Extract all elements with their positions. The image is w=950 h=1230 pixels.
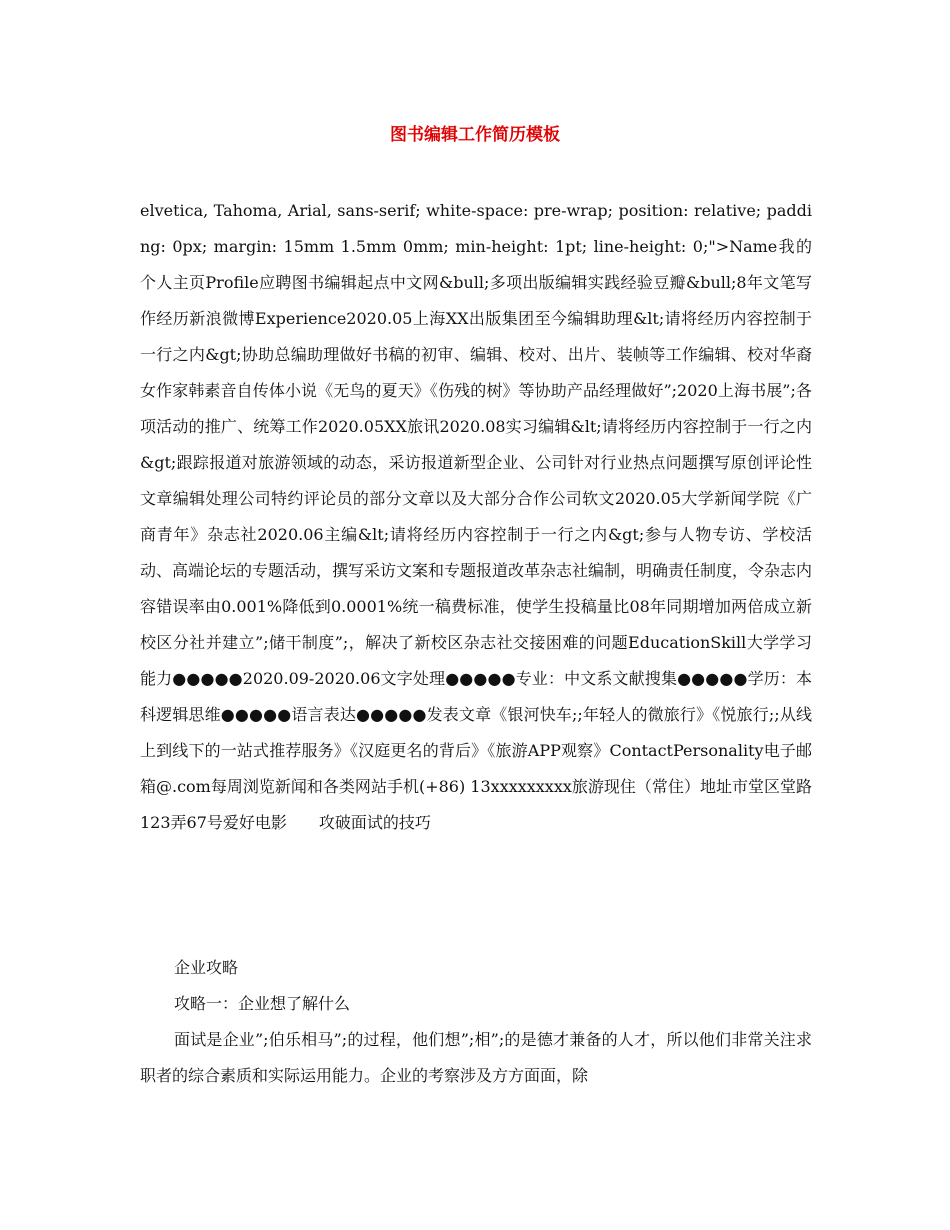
paragraph-strategy-one: 攻略一：企业想了解什么 <box>174 994 351 1013</box>
paragraph-interview-description: 面试是企业”;伯乐相马”;的过程，他们想”;相”;的是德才兼备的人才，所以他们非常关注求职者的综合素质和实际运用能力。企业的考察涉及方方面面，除 <box>140 1030 812 1085</box>
resume-body-text: elvetica, Tahoma, Arial, sans-serif; white-space: pre-wrap; position: relative; padding: 0px; margin: 15mm 1.5mm 0mm; min-height: 1pt; line-height: 0;">Name我的个人主页Profile应聘图书编辑起点中文网&bull;多项出版编辑实践经验豆瓣&bull;8年文笔写作经历新浪微博Experience2020.05上海XX出版集团至今编辑助理&lt;请将经历内容控制于一行之内&gt;协助总编助理做好书稿的初审、编辑、校对、出片、装帧等工作编辑、校对华裔女作家韩素音自传体小说《无鸟的夏天》《伤残的树》等协助产品经理做好”;2020上海书展”;各项活动的推广、统筹工作2020.05XX旅讯2020.08实习编辑&lt;请将经历内容控制于一行之内&gt;跟踪报道对旅游领域的动态，采访报道新型企业、公司针对行业热点问题撰写原创评论性文章编辑处理公司特约评论员的部分文章以及大部分合作公司软文2020.05大学新闻学院《广商青年》杂志社2020.06主编&lt;请将经历内容控制于一行之内&gt;参与人物专访、学校活动、高端论坛的专题活动，撰写采访文案和专题报道改革杂志社编制，明确责任制度，令杂志内容错误率由0.001%降低到0.0001%统一稿费标准，使学生投稿量比08年同期增加两倍成立新校区分社并建立”;储干制度”;，解决了新校区杂志社交接困难的问题EducationSkill大学学习能力●●●●●2020.09-2020.06文字处理●●●●●专业：中文系文献搜集●●●●●学历：本科逻辑思维●●●●●语言表达●●●●●发表文章《银河快车;;年轻人的微旅行》《悦旅行;;从线上到线下的一站式推荐服务》《汉庭更名的背后》《旅游APP观察》ContactPersonality电子邮箱@.com每周浏览新闻和各类网站手机(+86) 13xxxxxxxxx旅游现住（常住）地址市堂区堂路123弄67号爱好电影 攻破面试的技巧 <box>140 201 813 832</box>
document-title: 图书编辑工作简历模板 <box>390 125 560 145</box>
paragraph-company-strategy: 企业攻略 <box>174 958 239 977</box>
